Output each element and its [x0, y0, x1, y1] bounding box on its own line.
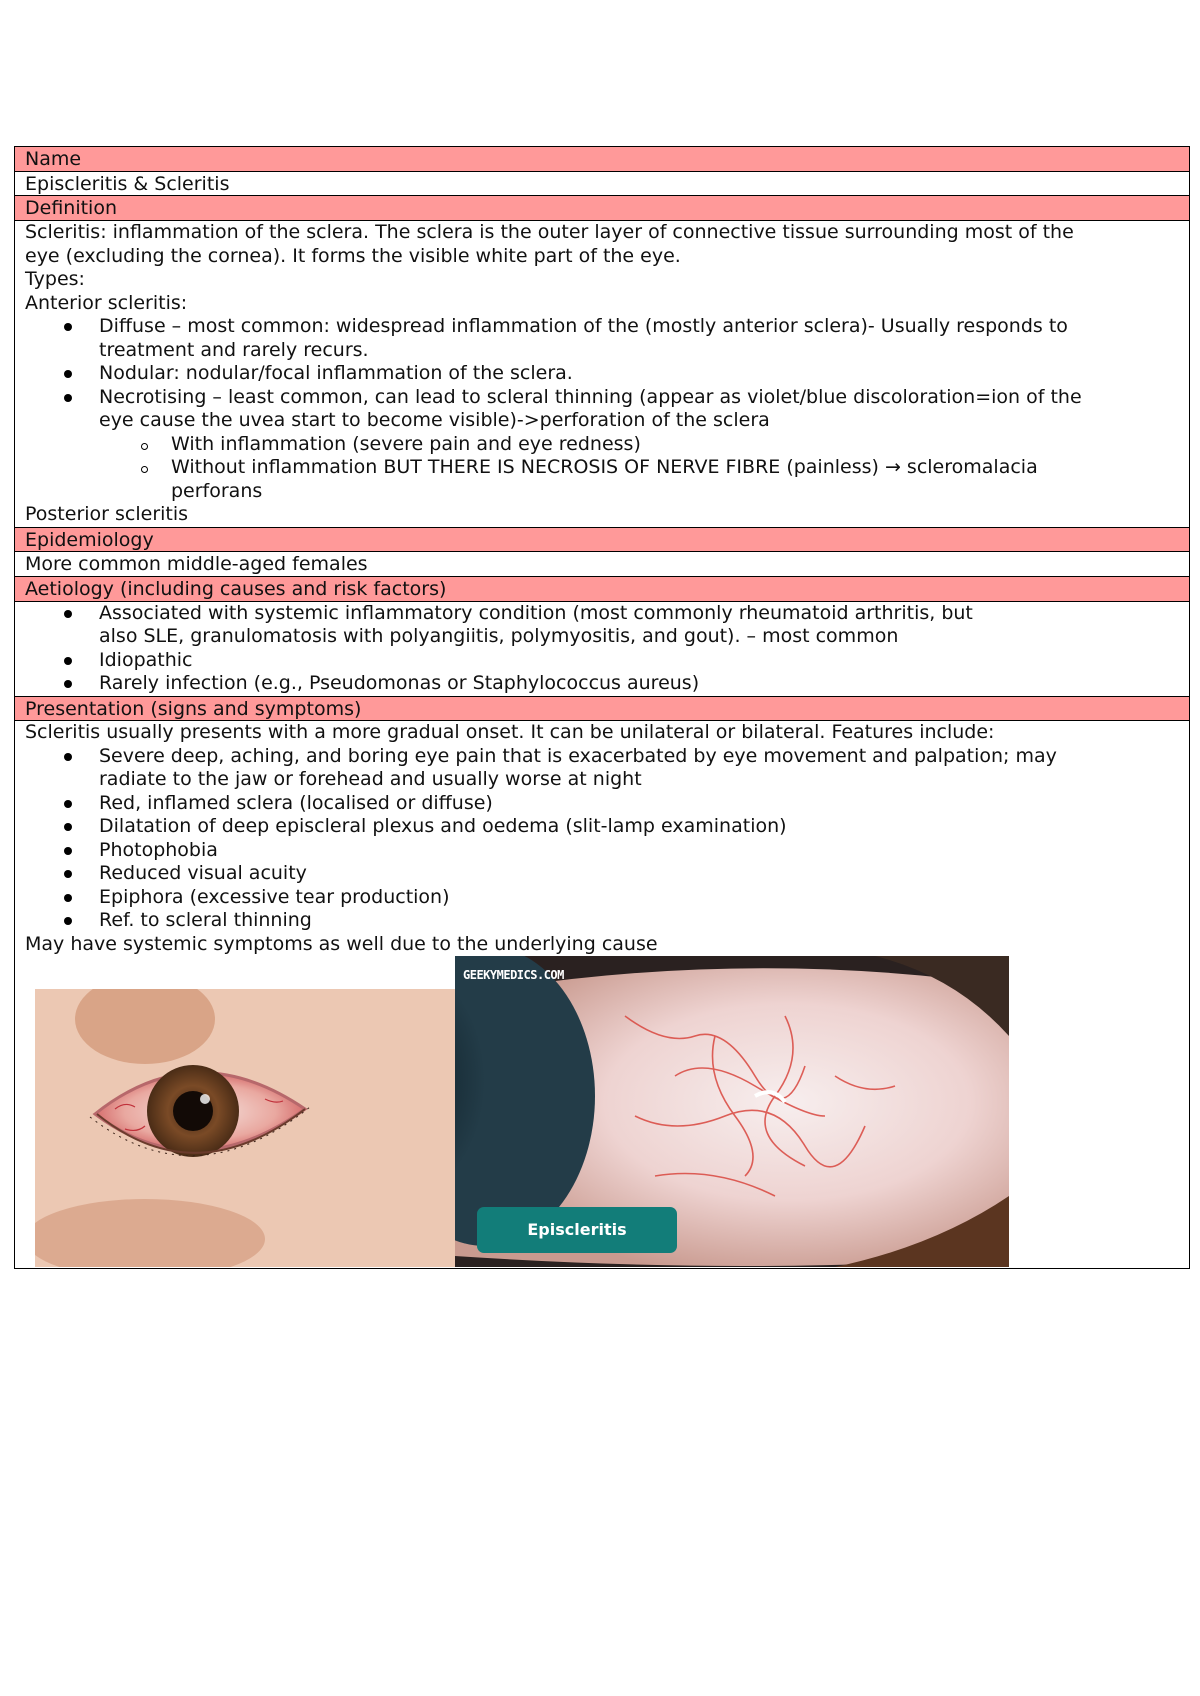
idiopathic-line: Idiopathic: [99, 648, 193, 671]
presentation-header-text: Presentation (signs and symptoms): [25, 697, 362, 720]
dilatation-line: Dilatation of deep episcleral plexus and oedema (slit-lamp examination): [99, 815, 787, 838]
list-item: [25, 792, 1179, 816]
aetiology-list: [25, 602, 1179, 696]
presentation-body: [15, 721, 1189, 1268]
list-item: [25, 862, 1179, 886]
epidemiology-value: [15, 552, 1189, 577]
list-item: [25, 672, 1179, 696]
anterior-types-list: [25, 315, 1179, 503]
list-item: [25, 839, 1179, 863]
red-eye-illustration: [35, 989, 455, 1267]
list-item: [25, 386, 1179, 504]
name-header: [15, 147, 1189, 172]
without-inflammation-line-1: Without inflammation BUT THERE IS NECROSIS OF NERVE FIBRE (painless) → scleromalacia: [171, 456, 1038, 479]
acuity-line: Reduced visual acuity: [99, 862, 307, 885]
definition-body: [15, 221, 1189, 528]
nodular-line: Nodular: nodular/focal inflammation of the sclera.: [99, 362, 573, 385]
episcleritis-badge: Episcleritis: [477, 1207, 677, 1253]
aetiology-header-text: Aetiology (including causes and risk factors): [25, 577, 447, 600]
list-item: [25, 815, 1179, 839]
photophobia-line: Photophobia: [99, 838, 218, 861]
aetiology-header: [15, 577, 1189, 602]
aetiology-body: [15, 602, 1189, 697]
types-label: Types:: [25, 268, 85, 291]
anterior-label: Anterior scleritis:: [25, 291, 188, 314]
definition-header: [15, 196, 1189, 221]
list-item: [25, 886, 1179, 910]
name-value-text: Episcleritis & Scleritis: [25, 172, 230, 195]
definition-intro-1: Scleritis: inflammation of the sclera. The sclera is the outer layer of connective tissue surrounding most of the: [25, 221, 1074, 244]
epiphora-line: Epiphora (excessive tear production): [99, 885, 450, 908]
systemic-line: May have systemic symptoms as well due to the underlying cause: [25, 932, 658, 955]
diffuse-line-1: Diffuse – most common: widespread inflammation of the (mostly anterior sclera)- Usually responds to: [99, 315, 1068, 338]
thinning-line: Ref. to scleral thinning: [99, 909, 312, 932]
without-inflammation-line-2: perforans: [171, 479, 263, 502]
info-table: [14, 146, 1190, 1269]
pain-line-1: Severe deep, aching, and boring eye pain that is exacerbated by eye movement and palpation; may: [99, 744, 1057, 767]
necrotising-sublist: [25, 433, 1179, 504]
red-sclera-line: Red, inflamed sclera (localised or diffuse): [99, 791, 493, 814]
list-item: [99, 433, 1179, 457]
list-item: [25, 315, 1179, 362]
list-item: [25, 745, 1179, 792]
definition-header-text: Definition: [25, 197, 118, 220]
pain-line-2: radiate to the jaw or forehead and usually worse at night: [99, 768, 642, 791]
epidemiology-header-text: Epidemiology: [25, 528, 154, 551]
posterior-label: Posterior scleritis: [25, 503, 189, 526]
epidemiology-header: [15, 528, 1189, 553]
diffuse-line-2: treatment and rarely recurs.: [99, 338, 369, 361]
episcleritis-eye-photo: [455, 956, 1009, 1267]
list-item: [25, 362, 1179, 386]
list-item: [25, 649, 1179, 673]
scleritis-eye-photo: [35, 989, 455, 1267]
name-header-text: Name: [25, 148, 82, 170]
name-value: [15, 172, 1189, 197]
geekymedics-watermark: GEEKYMEDICS.COM: [463, 968, 564, 983]
with-inflammation-line: With inflammation (severe pain and eye redness): [171, 432, 641, 455]
definition-intro-2: eye (excluding the cornea). It forms the visible white part of the eye.: [25, 244, 681, 267]
list-item: [25, 602, 1179, 649]
features-list: [25, 745, 1179, 933]
presentation-header: [15, 697, 1189, 722]
associated-line-1: Associated with systemic inflammatory condition (most commonly rheumatoid arthritis, but: [99, 601, 973, 624]
list-item: [25, 909, 1179, 933]
infection-line: Rarely infection (e.g., Pseudomonas or Staphylococcus aureus): [99, 672, 700, 695]
photo-strip: [25, 956, 1179, 1266]
necrotising-line-2: eye cause the uvea start to become visible)->perforation of the sclera: [99, 409, 770, 432]
presentation-intro: Scleritis usually presents with a more gradual onset. It can be unilateral or bilateral. Features include:: [25, 721, 995, 744]
epidemiology-value-text: More common middle-aged females: [25, 553, 368, 576]
list-item: [99, 456, 1179, 503]
necrotising-line-1: Necrotising – least common, can lead to scleral thinning (appear as violet/blue discoloration=ion of the: [99, 385, 1082, 408]
associated-line-2: also SLE, granulomatosis with polyangiitis, polymyositis, and gout). – most common: [99, 625, 899, 648]
